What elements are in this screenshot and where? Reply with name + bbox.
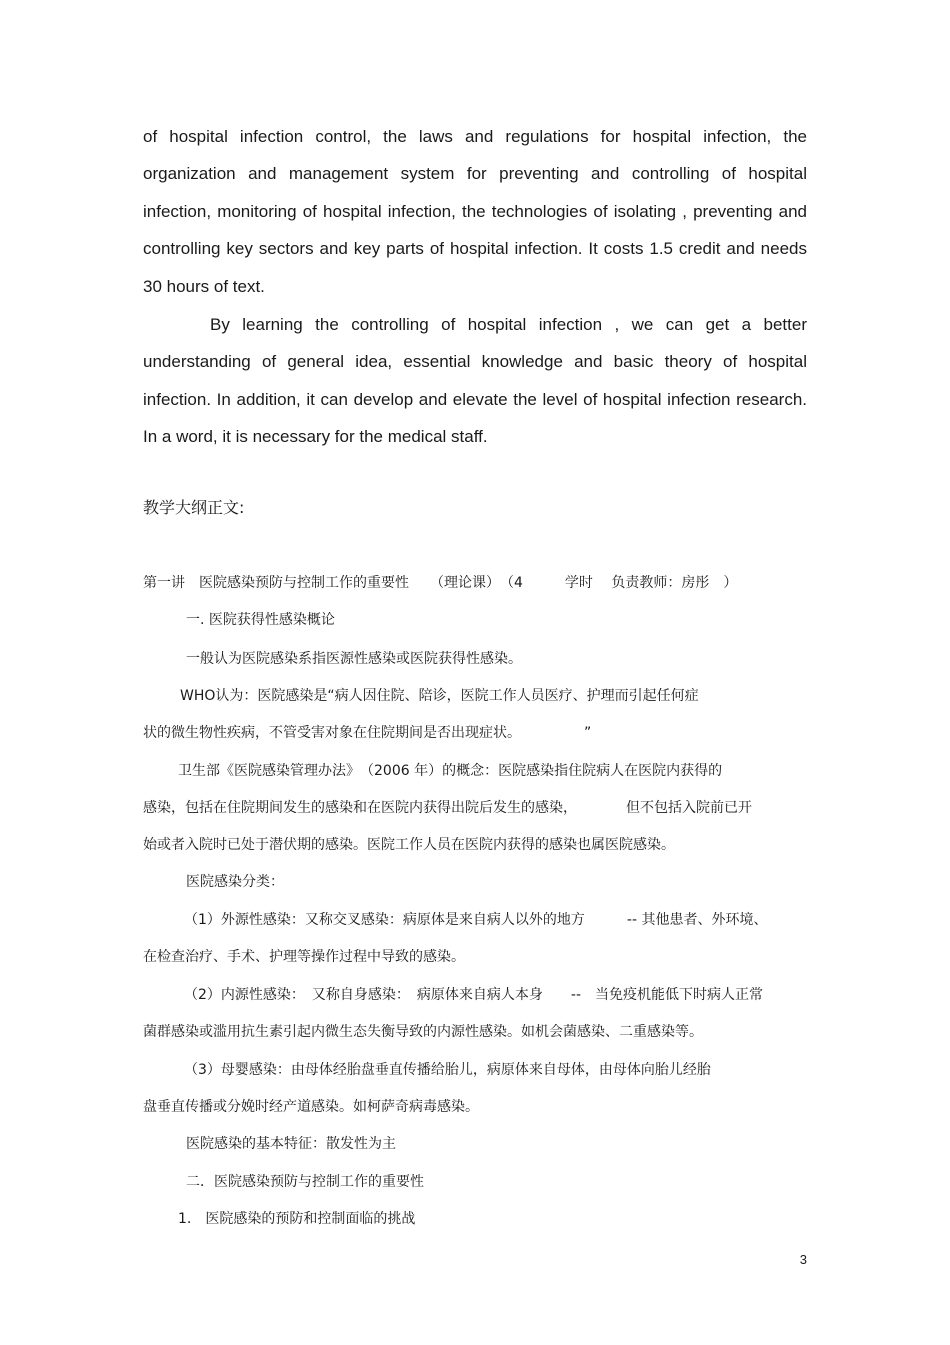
body-line: （2）内源性感染： 又称自身感染： 病原体来自病人本身 -- 当免疫机能低下时病人正常 [184, 987, 764, 1003]
english-paragraph-2: By learning the controlling of hospital infection , we can get a better understanding of general idea, essential knowledge and basic theory of hospital infection. In addition, it can develop and elevate the level of hospital infection research. In a word, it is necessary for the medical staff. [143, 315, 807, 447]
body-line: 感染，包括在住院期间发生的感染和在医院内获得出院后发生的感染， 但不包括入院前已开 [143, 800, 752, 816]
body-line: 在检查治疗、手术、护理等操作过程中导致的感染。 [143, 949, 465, 965]
body-line: （3）母婴感染：由母体经胎盘垂直传播给胎儿，病原体来自母体，由母体向胎儿经胎 [184, 1062, 711, 1078]
lecture-title: 第一讲 医院感染预防与控制工作的重要性 （理论课） （4 学时 负责教师：房彤 ） [143, 575, 738, 591]
body-line: （1）外源性感染：又称交叉感染：病原体是来自病人以外的地方 -- 其他患者、外环境、 [184, 912, 768, 928]
body-line: 始或者入院时已处于潜伏期的感染。医院工作人员在医院内获得的感染也属医院感染。 [143, 837, 675, 853]
english-paragraph-1: of hospital infection control, the laws and regulations for hospital infection, the organization and management system for preventing and controlling of hospital infection, monitoring of hospital infection, the technologies of isolating , preventing and controlling key sectors and key parts of hospital infection. It costs 1.5 credit and needs 30 hours of text. [143, 127, 807, 296]
body-line: 一般认为医院感染系指医源性感染或医院获得性感染。 [186, 651, 522, 667]
subheading-classification: 医院感染分类： [186, 874, 284, 890]
body-line: 盘垂直传播或分娩时经产道感染。如柯萨奇病毒感染。 [143, 1099, 479, 1115]
syllabus-heading: 教学大纲正文: [143, 498, 245, 517]
body-line: 状的微生物性疾病，不管受害对象在住院期间是否出现症状。 ” [143, 725, 592, 741]
body-line: 菌群感染或滥用抗生素引起内微生态失衡导致的内源性感染。如机会菌感染、二重感染等。 [143, 1024, 703, 1040]
page-number: 3 [799, 1252, 807, 1267]
body-line: 卫生部《医院感染管理办法》 （2006 年）的概念：医院感染指住院病人在医院内获得的 [178, 763, 723, 779]
body-line: WHO认为：医院感染是“病人因住院、陪诊，医院工作人员医疗、护理而引起任何症 [180, 688, 699, 704]
numbered-item: 1. 医院感染的预防和控制面临的挑战 [178, 1211, 416, 1227]
section-heading-1: 一. 医院获得性感染概论 [186, 612, 335, 628]
body-line: 医院感染的基本特征：散发性为主 [186, 1136, 396, 1152]
section-heading-2: 二．医院感染预防与控制工作的重要性 [186, 1174, 424, 1190]
